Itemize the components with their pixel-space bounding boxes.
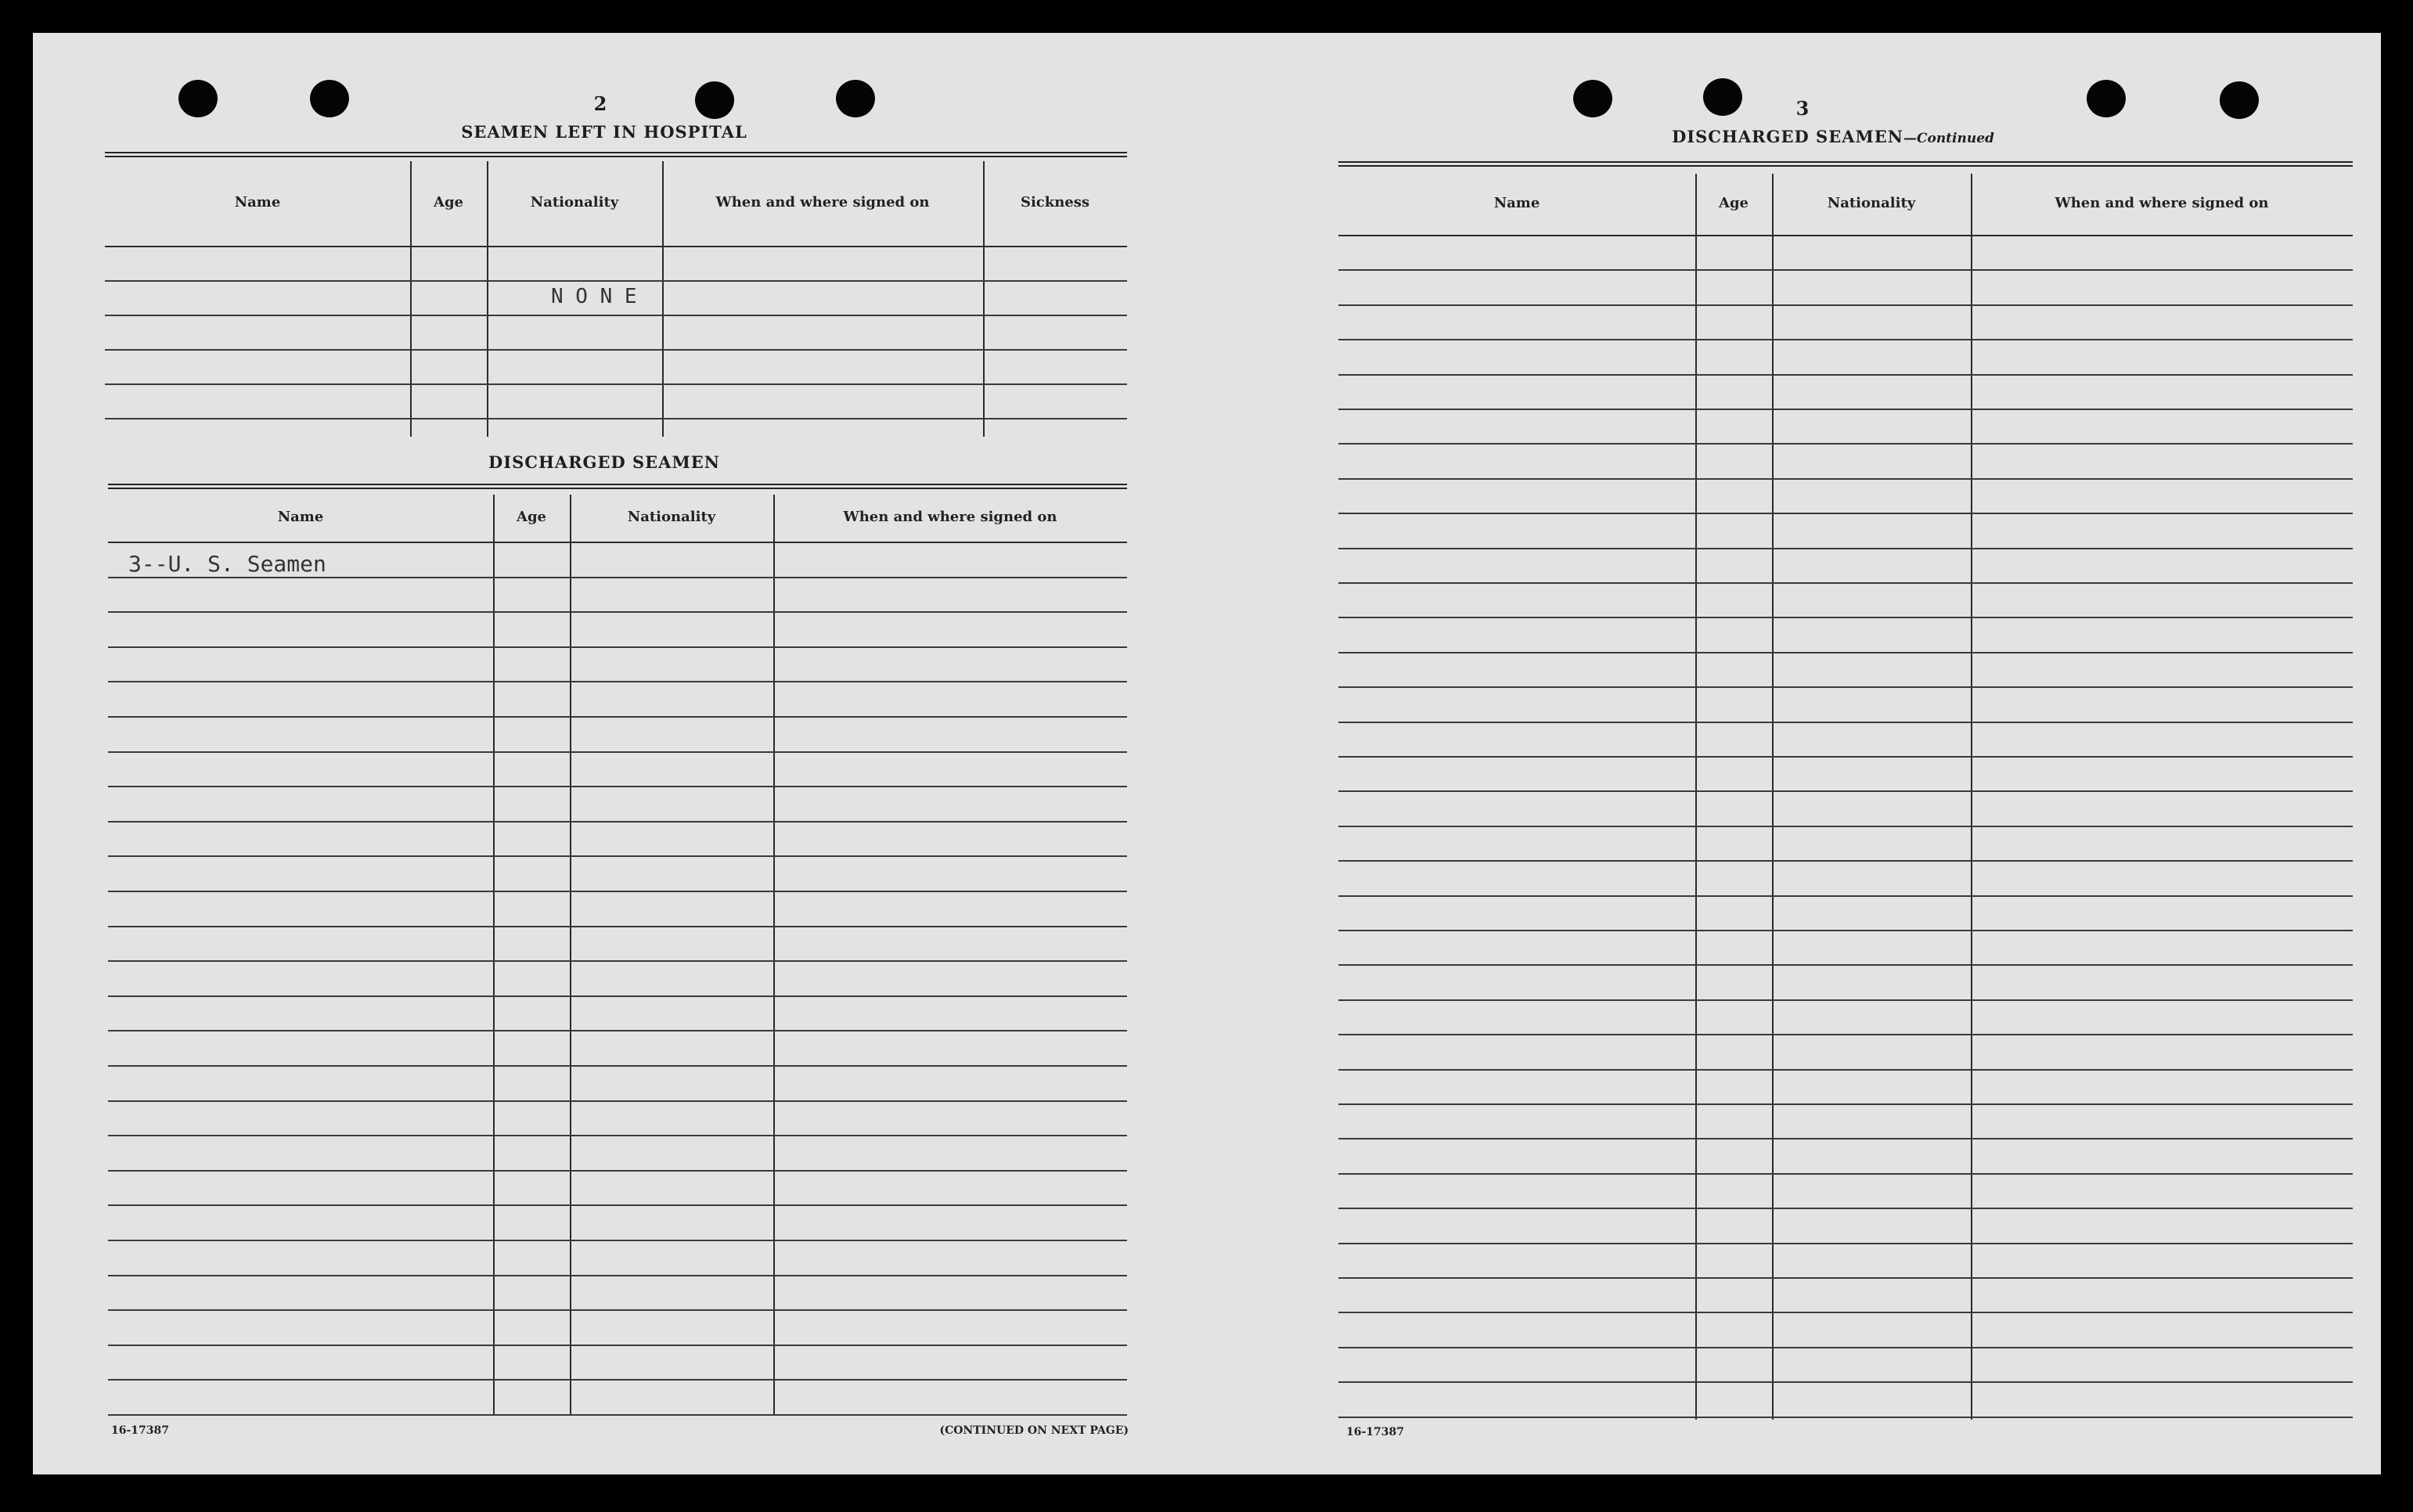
ruled-line: [108, 995, 1127, 997]
ruled-line: [1338, 617, 2353, 618]
ruled-line: [108, 926, 1127, 927]
column-divider: [662, 161, 664, 437]
ruled-line: [1338, 513, 2353, 514]
title-main: DISCHARGED SEAMEN: [1672, 127, 1903, 146]
column-divider: [410, 161, 412, 437]
ruled-line: [1338, 409, 2353, 410]
ruled-line: [108, 716, 1127, 718]
ruled-line: [1338, 582, 2353, 584]
ruled-line: [1338, 339, 2353, 340]
ruled-line: [108, 1065, 1127, 1067]
ruled-line: [1338, 548, 2353, 549]
ruled-line: [1338, 1277, 2353, 1279]
discharged-table: [108, 495, 1127, 1415]
ruled-line: [108, 1275, 1127, 1276]
ruled-line: [108, 1170, 1127, 1172]
ruled-line: [1338, 304, 2353, 306]
column-header: Nationality: [627, 509, 716, 525]
column-header: When and where signed on: [843, 509, 1057, 525]
ruled-line: [108, 786, 1127, 787]
ruled-line: [1338, 895, 2353, 897]
ruled-line: [1338, 1347, 2353, 1348]
column-divider: [1971, 174, 1972, 1420]
column-divider: [570, 495, 571, 1415]
column-header: When and where signed on: [2055, 195, 2269, 211]
ruled-line: [108, 821, 1127, 823]
continued-note: (CONTINUED ON NEXT PAGE): [939, 1424, 1129, 1437]
column-header: Name: [234, 194, 281, 211]
page-number: 2: [593, 92, 607, 115]
ruled-line: [1338, 964, 2353, 966]
ruled-line: [1338, 443, 2353, 445]
ruled-line: [1338, 1069, 2353, 1071]
ruled-line: [1338, 1034, 2353, 1035]
ruled-line: [1338, 860, 2353, 862]
ruled-line: [108, 646, 1127, 648]
column-divider: [773, 495, 775, 1415]
ruled-line: [1338, 722, 2353, 723]
ruled-line: [1338, 686, 2353, 688]
column-divider: [1772, 174, 1774, 1420]
ruled-line: [108, 1100, 1127, 1102]
ruled-line: [1338, 1381, 2353, 1383]
ruled-line: [105, 280, 1127, 282]
ruled-line: [108, 1135, 1127, 1136]
column-header: Sickness: [1020, 194, 1090, 211]
column-divider: [983, 161, 985, 437]
column-header: Nationality: [1827, 195, 1916, 211]
header-rule: [108, 542, 1127, 543]
column-header: Age: [433, 194, 463, 211]
column-header: Name: [277, 509, 324, 525]
ruled-line: [108, 855, 1127, 857]
column-header: Age: [516, 509, 546, 525]
ruled-line: [105, 349, 1127, 351]
ruled-line: [108, 1414, 1127, 1416]
column-divider: [493, 495, 495, 1415]
ruled-line: [1338, 826, 2353, 827]
hospital-section-title: SEAMEN LEFT IN HOSPITAL: [461, 122, 747, 142]
ruled-line: [108, 1309, 1127, 1311]
ruled-line: [1338, 1138, 2353, 1139]
ruled-line: [108, 891, 1127, 892]
ruled-line: [108, 1379, 1127, 1381]
ruled-line: [1338, 1417, 2353, 1418]
header-rule: [1338, 235, 2353, 236]
ruled-line: [105, 418, 1127, 419]
ruled-line: [1338, 999, 2353, 1001]
record-sheet: [33, 33, 2381, 1474]
ruled-line: [1338, 269, 2353, 271]
ruled-line: [1338, 1173, 2353, 1175]
ruled-line: [1338, 1243, 2353, 1244]
double-rule: [1338, 161, 2353, 167]
double-rule: [105, 152, 1127, 157]
ruled-line: [108, 1204, 1127, 1206]
ruled-line: [1338, 1208, 2353, 1209]
ruled-line: [105, 315, 1127, 316]
column-header: Age: [1718, 195, 1749, 211]
ruled-line: [1338, 374, 2353, 376]
page-number: 3: [1795, 97, 1810, 120]
header-rule: [105, 246, 1127, 247]
discharged-continued-table: [1338, 174, 2353, 1420]
ruled-line: [108, 1030, 1127, 1031]
ruled-line: [108, 1240, 1127, 1241]
hospital-table: [105, 161, 1127, 437]
ruled-line: [1338, 478, 2353, 480]
double-rule: [108, 484, 1127, 489]
ruled-line: [108, 751, 1127, 753]
column-header: Nationality: [530, 194, 619, 211]
left-page: [33, 33, 1207, 1474]
ruled-line: [108, 611, 1127, 613]
discharged-continued-title: [1614, 127, 2052, 146]
column-divider: [487, 161, 488, 437]
ruled-line: [1338, 930, 2353, 931]
ruled-line: [1338, 1103, 2353, 1105]
ruled-line: [108, 681, 1127, 682]
hospital-entry: N O N E: [551, 285, 637, 308]
form-number: 16-17387: [1346, 1426, 1404, 1438]
ruled-line: [108, 1345, 1127, 1346]
ruled-line: [1338, 1312, 2353, 1313]
ruled-line: [108, 960, 1127, 962]
discharged-section-title: DISCHARGED SEAMEN: [488, 452, 720, 472]
title-suffix: —Continued: [1903, 131, 1994, 146]
form-number: 16-17387: [111, 1424, 169, 1437]
column-header: When and where signed on: [715, 194, 930, 211]
discharged-entry: 3--U. S. Seamen: [128, 551, 326, 577]
ruled-line: [1338, 652, 2353, 653]
column-divider: [1695, 174, 1697, 1420]
column-header: Name: [1493, 195, 1540, 211]
right-page: [1207, 33, 2381, 1474]
ruled-line: [1338, 756, 2353, 758]
ruled-line: [105, 383, 1127, 385]
ruled-line: [1338, 790, 2353, 792]
